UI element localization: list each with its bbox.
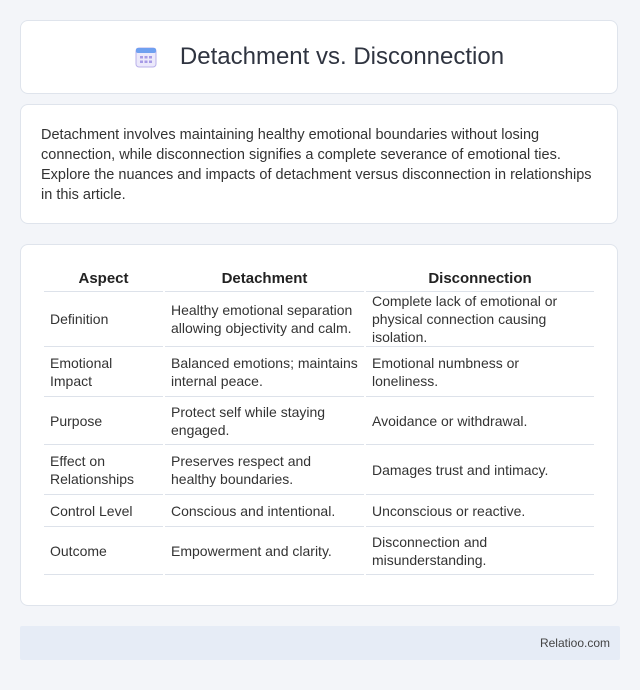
table-row [44, 527, 594, 575]
table-cell: Emotional Impact [44, 347, 163, 397]
table-cell: Preserves respect and healthy boundaries. [165, 445, 364, 495]
comparison-table [42, 267, 596, 575]
table-row [44, 397, 594, 445]
table-cell: Complete lack of emotional or physical connection causing isolation. [366, 292, 594, 347]
table-cell: Conscious and intentional. [165, 495, 364, 527]
table-cell: Purpose [44, 397, 163, 445]
table-header-row [44, 267, 594, 292]
table-cell: Healthy emotional separation allowing objectivity and calm. [165, 292, 364, 347]
column-header: Aspect [44, 267, 163, 292]
table-cell: Protect self while staying engaged. [165, 397, 364, 445]
table-row [44, 292, 594, 347]
table-cell: Effect on Relationships [44, 445, 163, 495]
table-cell: Avoidance or withdrawal. [366, 397, 594, 445]
table-cell: Disconnection and misunderstanding. [366, 527, 594, 575]
table-cell: Balanced emotions; maintains internal peace. [165, 347, 364, 397]
table-cell: Control Level [44, 495, 163, 527]
table-cell: Emotional numbness or loneliness. [366, 347, 594, 397]
page-title: Detachment vs. Disconnection [179, 43, 505, 70]
table-row [44, 347, 594, 397]
intro-text: Detachment involves maintaining healthy emotional boundaries without losing connection, while disconnection signifies a complete severance of emotional ties. Explore the nuances and impacts of detachment versus disconnection in relationships in this article. [41, 127, 592, 203]
comparison-table-card [20, 244, 618, 606]
column-header: Disconnection [366, 267, 594, 292]
header-card [20, 20, 618, 94]
intro-card [20, 104, 618, 224]
table-cell: Damages trust and intimacy. [366, 445, 594, 495]
table-cell: Unconscious or reactive. [366, 495, 594, 527]
footer [20, 626, 620, 660]
footer-brand: Relatioo.com [539, 636, 610, 650]
table-cell: Definition [44, 292, 163, 347]
table-row [44, 445, 594, 495]
table-row [44, 495, 594, 527]
calendar-icon [134, 45, 158, 69]
column-header: Detachment [165, 267, 364, 292]
table-cell: Empowerment and clarity. [165, 527, 364, 575]
table-cell: Outcome [44, 527, 163, 575]
